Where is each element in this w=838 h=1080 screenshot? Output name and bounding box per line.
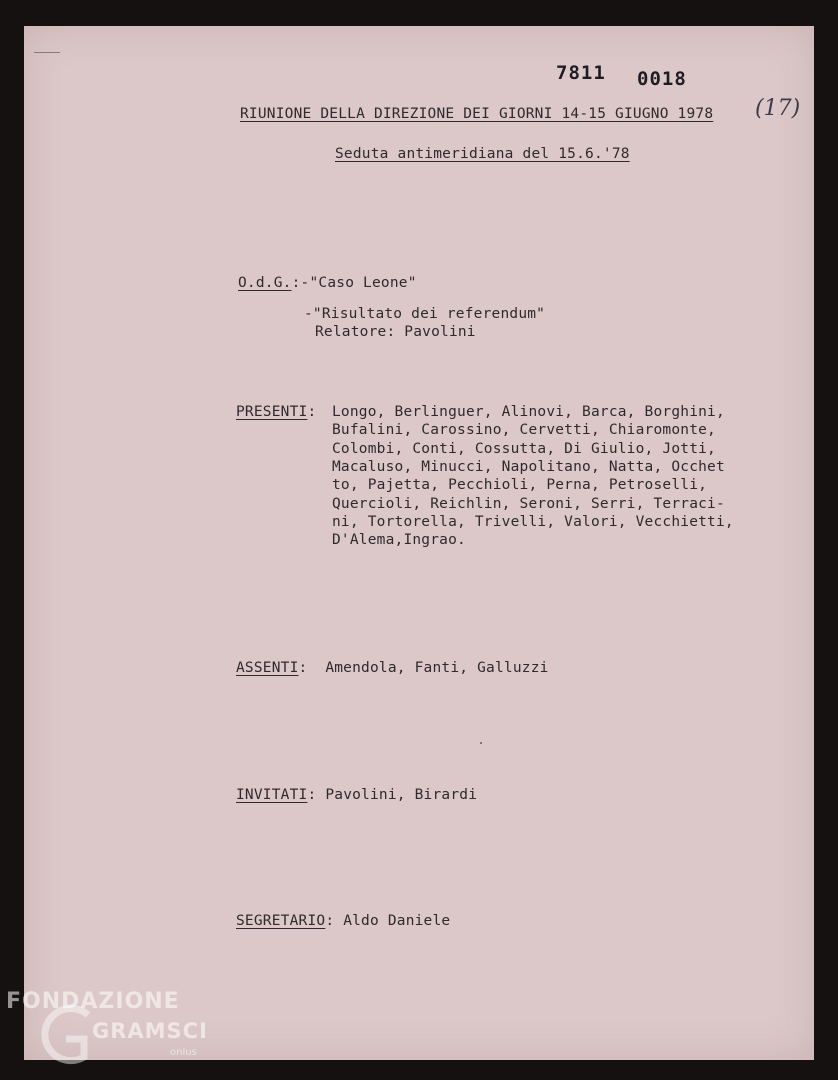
invitati-line: INVITATI: Pavolini, Birardi (236, 787, 478, 803)
odg-relatore: Relatore: Pavolini (315, 324, 476, 340)
presenti-label: PRESENTI (236, 404, 308, 420)
assenti-label: ASSENTI (236, 660, 299, 676)
odg-separator: :- (291, 275, 310, 291)
presenti-label-line: PRESENTI: (236, 404, 317, 420)
odg-label: O.d.G. (238, 275, 292, 291)
document-subtitle: Seduta antimeridiana del 15.6.'78 (335, 146, 630, 162)
segretario-label: SEGRETARIO (236, 913, 326, 929)
archive-number-right: 0018 (637, 68, 687, 90)
assenti-value: Amendola, Fanti, Galluzzi (325, 660, 549, 676)
presenti-line: D'Alema,Ingrao. (332, 532, 466, 549)
paper-speck (480, 742, 482, 744)
document-title: RIUNIONE DELLA DIREZIONE DEI GIORNI 14-15 GIUGNO 1978 (240, 106, 714, 122)
presenti-line: Macaluso, Minucci, Napolitano, Natta, Occhet (332, 458, 725, 475)
paper-sheet (24, 26, 814, 1060)
invitati-value: Pavolini, Birardi (325, 787, 478, 803)
handwritten-page-mark: (17) (755, 96, 801, 121)
presenti-line: Bufalini, Carossino, Cervetti, Chiaromonte, (332, 422, 716, 439)
presenti-line: ni, Tortorella, Trivelli, Valori, Vecchietti, (332, 513, 734, 530)
odg-item-1: "Caso Leone" (309, 275, 417, 291)
archive-number-left: 7811 (556, 62, 606, 84)
watermark-line-3: onlus (170, 1047, 197, 1058)
watermark-line-2: GRAMSCI (92, 1019, 208, 1043)
invitati-label: INVITATI (236, 787, 308, 803)
presenti-line: to, Pajetta, Pecchioli, Perna, Petroselli, (332, 477, 708, 494)
presenti-line: Longo, Berlinguer, Alinovi, Barca, Borghini, (332, 404, 725, 420)
segretario-line: SEGRETARIO: Aldo Daniele (236, 913, 451, 929)
watermark-line-1: FONDAZIONE (6, 989, 180, 1014)
odg-line (238, 274, 417, 292)
assenti-line: ASSENTI: Amendola, Fanti, Galluzzi (236, 660, 549, 676)
presenti-line: Quercioli, Reichlin, Seroni, Serri, Terraci- (332, 495, 725, 512)
fondazione-gramsci-watermark (0, 985, 220, 1075)
odg-item-2: -"Risultato dei referendum" (304, 306, 546, 322)
presenti-line: Colombi, Conti, Cossutta, Di Giulio, Jotti, (332, 440, 716, 457)
paper-mark (34, 52, 60, 53)
segretario-value: Aldo Daniele (343, 913, 451, 929)
